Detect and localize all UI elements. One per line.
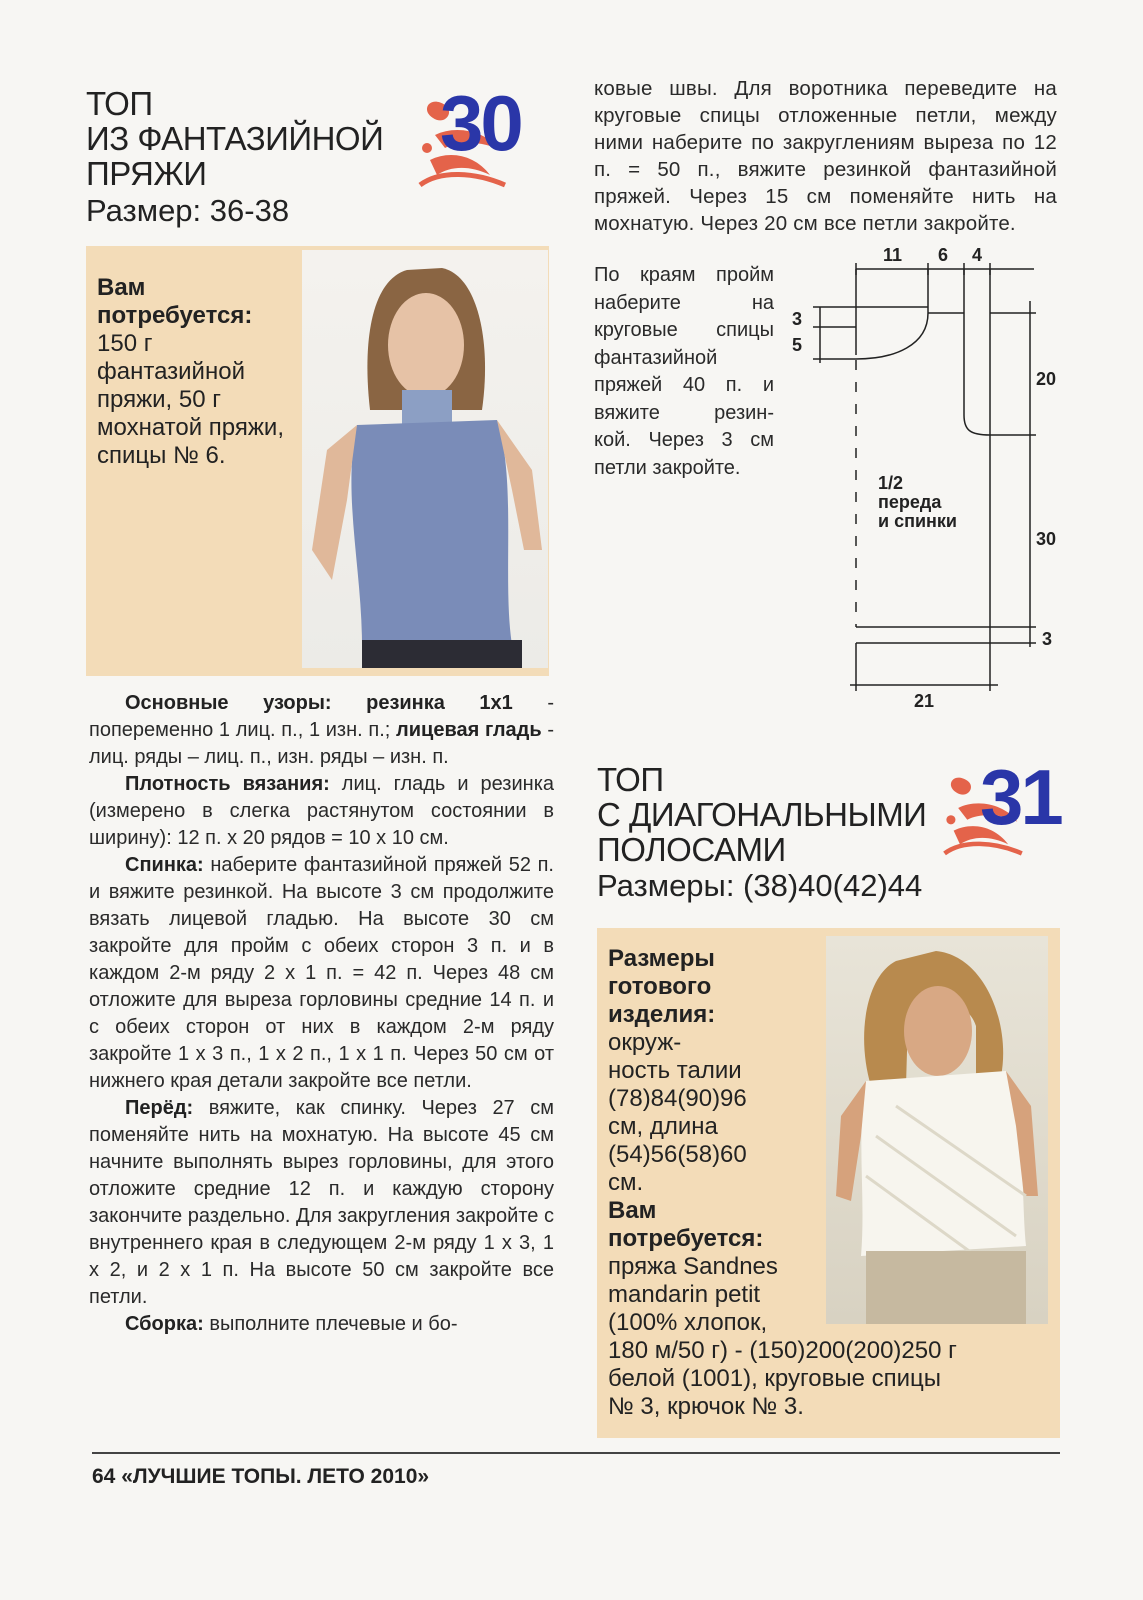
finished-line: (78)84(90)96: [608, 1085, 747, 1112]
diagram-dim-right-3: 3: [1042, 629, 1053, 649]
armhole-line: По краям пройм: [594, 264, 774, 286]
diagram-dim-right-2: 30: [1036, 529, 1057, 549]
main-patterns-paragraph: [89, 690, 554, 771]
article31-size: Размеры: (38)40(42)44: [597, 868, 923, 903]
finished-line: (54)56(58)60: [608, 1141, 747, 1168]
front-text: вяжите, как спинку. Через 27 см поменяйте нить на мохнатую. На высоте 45 см начните выполнять вырез горловины, для этого отложите средние 12 п. и каждую сторону закончите раздельно. Для закругления закройте с внутреннего края в следующем 2-м ряду 1 х 3, 1 х 2, и 2 х 1 п. На высоте 50 см закройте все петли.: [89, 1097, 554, 1308]
main-patterns-text2: - лиц. ряды – лиц. п., изн. ряды – изн. п.: [89, 719, 554, 768]
article30-title-line: ТОП: [86, 85, 153, 122]
finished-sizes-31: [608, 945, 957, 1421]
materials-line: 180 м/50 г) - (150)200(200)250 г: [608, 1337, 957, 1364]
article30-title: [86, 86, 383, 191]
pattern-diagram: [780, 235, 1080, 715]
armhole-paragraph: [594, 262, 774, 482]
materials-line: mandarin petit: [608, 1281, 761, 1308]
back-text: наберите фантазийной пряжей 52 п. и вяжите резинкой. На высоте 3 см продолжите вязать лицевой гладью. На высоте 30 см закройте для пройм с обеих сторон 3 п. и в каждом 2-м ряду 2 х 1 п. = 42 п. Через 48 см отложите для выреза горловины средние 14 п. и с обеих сторон от них в каждом 2-м ряду закройте 1 х 3 п., 1 х 2 п., 1 х 1 п. Через 50 см от нижнего края детали закройте все петли.: [89, 854, 554, 1092]
article30-body-left: [89, 690, 554, 1338]
finished-line: см.: [608, 1169, 644, 1196]
page-number: 64: [92, 1465, 116, 1488]
armhole-line: наберите на: [594, 291, 774, 314]
assembly-paragraph: [89, 1311, 554, 1338]
article31-title-line: ТОП: [597, 761, 664, 798]
materials-line: (100% хлопок,: [608, 1309, 768, 1336]
front-label: Перёд:: [125, 1097, 194, 1119]
density-paragraph: [89, 771, 554, 852]
materials-heading-31: [608, 1197, 823, 1225]
back-label: Спинка:: [125, 854, 204, 876]
main-patterns-label2: лицевая гладь: [396, 719, 542, 741]
diagram-label-line: переда: [878, 492, 942, 512]
armhole-line: пряжей 40 п. и: [594, 374, 774, 396]
article30-size: Размер: 36-38: [86, 193, 290, 228]
finished-heading: [608, 973, 823, 1001]
finished-heading-line: готового: [608, 973, 712, 1000]
footer-rule: [92, 1452, 1060, 1454]
materials-heading-line: потребуется:: [608, 1225, 764, 1252]
article30-title-line: ПРЯЖИ: [86, 155, 207, 192]
density-label: Плотность вязания:: [125, 773, 330, 795]
diagram-dim-right-1: 20: [1036, 369, 1057, 389]
materials-text-30: [97, 274, 292, 470]
finished-line: ность талии: [608, 1057, 742, 1084]
finished-heading-line: Размеры: [608, 945, 715, 972]
materials-line: пряжа Sandnes: [608, 1253, 778, 1280]
armhole-line: петли закройте.: [594, 456, 741, 479]
finished-heading: [608, 1001, 823, 1029]
diagram-dim-bottom: 21: [914, 691, 935, 711]
finished-heading: [608, 945, 823, 973]
armhole-line: фантазийной: [594, 346, 718, 369]
footer: [92, 1465, 429, 1489]
diagram-label-line: и спинки: [878, 511, 957, 531]
armhole-line: вяжите резин-: [594, 401, 774, 424]
photo-woman-white-top: [826, 936, 1048, 1324]
article31-title-line: ПОЛОСАМИ: [597, 831, 786, 868]
diagram-dim-left-1: 3: [792, 309, 803, 329]
materials-heading-30: Вам потребуется:: [97, 274, 253, 329]
materials-body-30: 150 г фантазийной пряжи, 50 г мохнатой пряжи, спицы № 6.: [97, 330, 284, 469]
materials-line: белой (1001), круговые спицы: [608, 1365, 941, 1392]
photo-woman-knit-top: [302, 250, 548, 668]
article31-title-line: С ДИАГОНАЛЬНЫМИ: [597, 796, 927, 833]
article30-number: 30: [440, 79, 521, 167]
materials-heading-31: [608, 1225, 823, 1253]
magazine-title: «ЛУЧШИЕ ТОПЫ. ЛЕТО 2010»: [121, 1465, 430, 1488]
assembly-label: Сборка:: [125, 1313, 204, 1335]
diagram-dim-left-2: 5: [792, 335, 803, 355]
article31-number: 31: [980, 753, 1061, 841]
article30-title-line: ИЗ ФАНТАЗИЙНОЙ: [86, 120, 384, 157]
finished-line: окруж-: [608, 1029, 682, 1056]
materials-heading-line: Вам: [608, 1197, 657, 1224]
main-patterns-text: - попеременно 1 лиц. п., 1 изн. п.;: [89, 692, 555, 741]
article31-title: [597, 762, 926, 867]
assembly-text-continued: ковые швы. Для воротника переведите на круговые спицы отложенные петли, между ними наберите по закруглениям выреза по 12 п. = 50 п., вяжите резинкой фантазийной пряжей. Через 15 см поменяйте нить на мохнатую. Через 20 см все петли закройте.: [594, 77, 1057, 235]
diagram-dim-top-1: 11: [883, 245, 903, 265]
assembly-continuation: [594, 75, 1057, 237]
finished-heading-line: изделия:: [608, 1001, 716, 1028]
diagram-label-line: 1/2: [878, 473, 904, 493]
diagram-dim-top-2: 6: [938, 245, 949, 265]
assembly-text-start: выполните плечевые и бо-: [203, 1313, 458, 1335]
main-patterns-label: Основные узоры: резинка 1х1: [125, 692, 513, 714]
front-paragraph: [89, 1095, 554, 1311]
back-paragraph: [89, 852, 554, 1095]
armhole-line: кой. Через 3 см: [594, 429, 774, 451]
diagram-dim-top-3: 4: [972, 245, 983, 265]
materials-line: № 3, крючок № 3.: [608, 1393, 804, 1420]
armhole-line: круговые спицы: [594, 319, 774, 341]
finished-line: см, длина: [608, 1113, 718, 1140]
density-text: лиц. гладь и резинка (измерено в слегка растянутом состоянии в ширину): 12 п. х 20 рядов = 10 х 10 см.: [89, 773, 555, 849]
